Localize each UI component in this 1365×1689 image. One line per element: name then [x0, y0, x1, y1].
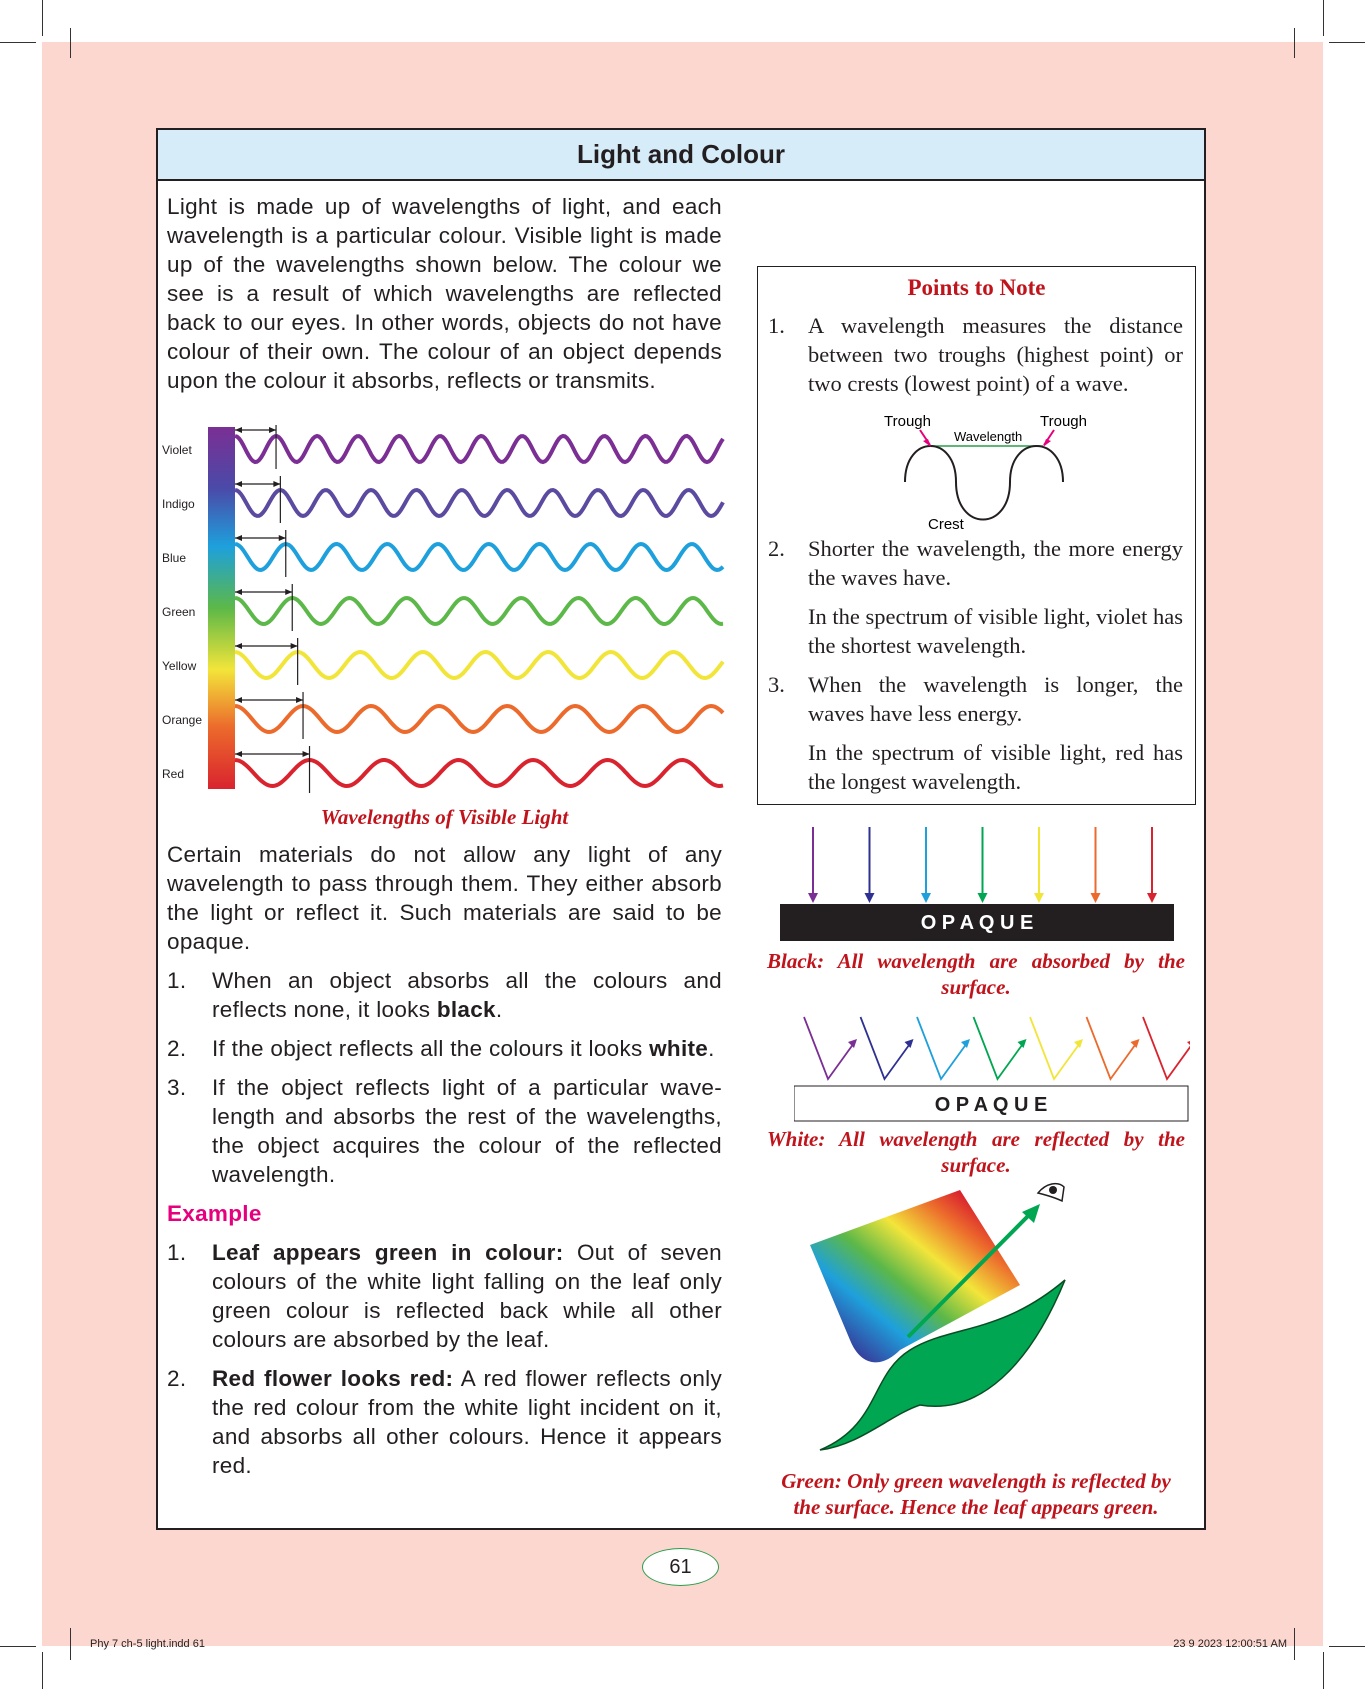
wave-yellow — [235, 652, 723, 678]
spectrum-label: Yellow — [162, 659, 197, 673]
svg-text:Crest: Crest — [928, 516, 964, 533]
wavelength-diagram — [758, 404, 1195, 534]
reflected-ray — [804, 1017, 854, 1079]
intro-paragraph: Light is made up of wavelengths of light, and each wavelength is a particular colour. Visible light is made up of the wavelengths shown below. The colour we see is a result of which wavelengths are reflected back to our eyes. In other words, objects do not have colour of their own. The colour of an object depends upon the colour it absorbs, reflects or transmits. — [167, 194, 722, 393]
opaque-list — [167, 966, 722, 1490]
spectrum-label: Blue — [162, 551, 187, 565]
list-item: 2. If the object reflects all the colours it looks white. — [167, 1036, 715, 1061]
wave-violet — [235, 436, 723, 462]
svg-text:O P A Q U E: O P A Q U E — [920, 912, 1034, 934]
opaque-paragraph: Certain materials do not allow any light of any wavelength to pass through them. They either absorb the light or reflect it. Such materials are said to be opaque. — [167, 842, 722, 954]
reflected-ray — [861, 1017, 911, 1079]
example-heading: Example — [167, 1201, 262, 1226]
wave-green — [235, 598, 723, 624]
spectrum-figure — [160, 425, 726, 793]
svg-text:Trough: Trough — [1040, 413, 1087, 430]
rainbow-bar — [208, 427, 235, 789]
spectrum-caption: Wavelengths of Visible Light — [320, 805, 569, 829]
point-item: 3. When the wavelength is longer, the waves have less energy. In the spectrum of visible light, red has the longest wavelength. — [768, 672, 1183, 794]
svg-text:O P A Q U E: O P A Q U E — [934, 1094, 1048, 1116]
spectrum-label: Violet — [162, 443, 192, 457]
leaf-illustration — [800, 1175, 1090, 1460]
page-title: Light and Colour — [158, 130, 1204, 181]
reflected-ray — [917, 1017, 967, 1079]
points-to-note-box — [757, 266, 1196, 805]
white-caption: White: All wavelength are reflected by the surface. — [767, 1127, 1185, 1177]
reflected-ray — [1143, 1017, 1190, 1079]
list-item: 3. If the object reflects light of a particular wave-length and absorbs the rest of the wavelengths, the object acquires the colour of the reflected wavelength. — [167, 1075, 722, 1187]
point-item: 1. A wavelength measures the distance between two troughs (highest point) or two crests (lowest point) of a wave. — [768, 313, 1183, 396]
list-item: 1. When an object absorbs all the colours and reflects none, it looks black. — [167, 968, 722, 1022]
wave-indigo — [235, 490, 723, 516]
black-caption: Black: All wavelength are absorbed by the surface. — [767, 949, 1185, 999]
reflected-ray — [1030, 1017, 1080, 1079]
point-item: 2. Shorter the wavelength, the more energy the waves have. In the spectrum of visible light, violet has the shortest wavelength. — [768, 536, 1183, 658]
spectrum-label: Green — [162, 605, 196, 619]
wave-blue — [235, 544, 723, 570]
spectrum-label: Orange — [162, 713, 203, 727]
points-heading: Points to Note — [907, 275, 1046, 300]
opaque-white-diagram — [794, 1015, 1190, 1123]
svg-text:Trough: Trough — [884, 413, 931, 430]
page-number: 61 — [642, 1548, 719, 1586]
slug-left: Phy 7 ch-5 light.indd 61 — [90, 1638, 205, 1650]
wave-orange — [235, 706, 723, 732]
reflected-ray — [974, 1017, 1024, 1079]
slug-right: 23 9 2023 12:00:51 AM — [1173, 1638, 1287, 1650]
reflected-ray — [1087, 1017, 1137, 1079]
opaque-black-diagram — [780, 825, 1176, 943]
leaf-caption: Green: Only green wavelength is reflected by the surface. Hence the leaf appears green. — [781, 1469, 1171, 1519]
spectrum-label: Indigo — [162, 497, 195, 511]
list-item: 1. Leaf appears green in colour: Out of seven colours of the white light falling on the leaf only green colour is reflected back while all other colours are absorbed by the leaf. — [167, 1240, 722, 1352]
svg-text:Wavelength: Wavelength — [954, 429, 1023, 444]
list-item: 2. Red flower looks red: A red flower reflects only the red colour from the white light incident on it, and absorbs all other colours. Hence it appears red. — [167, 1366, 723, 1478]
spectrum-label: Red — [162, 767, 185, 781]
wave-red — [235, 760, 723, 786]
